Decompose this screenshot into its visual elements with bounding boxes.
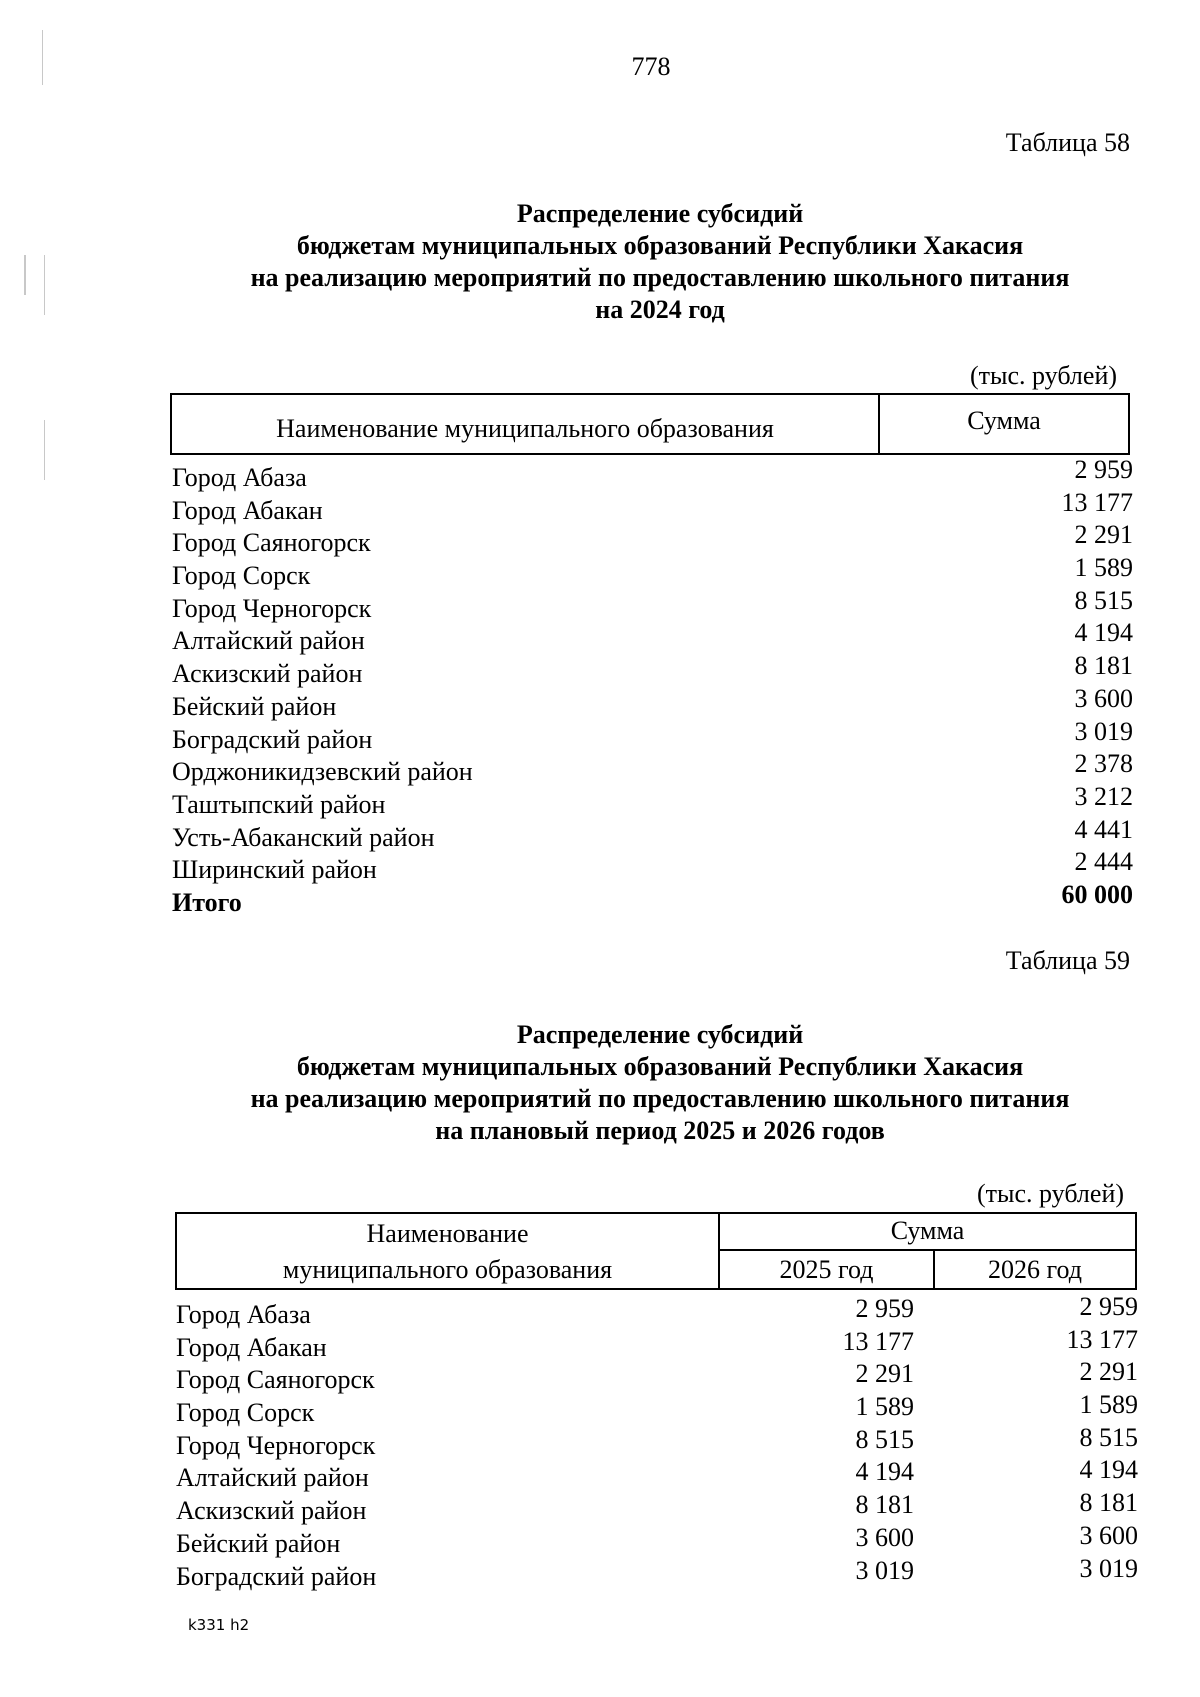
row-value-2026: 8 181 (1079, 1488, 1138, 1518)
table-row (176, 1292, 1138, 1331)
scan-margin-mark (44, 420, 45, 480)
row-name: Город Абаза (176, 1300, 311, 1329)
table-row (172, 651, 1133, 690)
title-line: бюджетам муниципальных образований Республики Хакасия (296, 1052, 1024, 1081)
table-row (176, 1455, 1138, 1494)
row-value: 3 212 (1074, 781, 1133, 811)
table-58-body (172, 455, 1133, 919)
row-name: Город Сорск (172, 561, 311, 591)
row-name: Город Абакан (172, 495, 323, 525)
row-name: Боградский район (172, 724, 373, 754)
header-sum-cell: Сумма (720, 1214, 1135, 1251)
table-row (172, 749, 1133, 788)
table-row (172, 814, 1133, 854)
row-value-2026: 2 959 (1079, 1292, 1138, 1321)
table-58-header (170, 393, 1130, 455)
table-row (176, 1390, 1138, 1429)
row-value: 2 291 (1074, 520, 1133, 550)
row-name: Усть-Абаканский район (172, 822, 435, 852)
row-value: 4 194 (1074, 618, 1133, 648)
table-row (176, 1324, 1138, 1364)
row-value-2025: 8 181 (855, 1490, 914, 1520)
table-row (172, 487, 1133, 527)
row-value-2025: 2 291 (855, 1359, 914, 1389)
row-value: 3 019 (1074, 716, 1133, 746)
row-value-2026: 3 600 (1079, 1520, 1138, 1550)
row-name: Город Сорск (176, 1398, 315, 1428)
row-value: 2 444 (1074, 847, 1133, 877)
header-name-cell (177, 1214, 720, 1288)
row-name: Бейский район (172, 691, 337, 721)
table-row (172, 520, 1133, 559)
row-name: Таштыпский район (172, 789, 386, 819)
row-value-2025: 2 959 (855, 1294, 914, 1323)
title-line: на 2024 год (595, 295, 725, 324)
total-value: 60 000 (1061, 879, 1133, 909)
row-value: 8 181 (1074, 651, 1133, 681)
table-59-body (176, 1292, 1138, 1592)
row-value-2025: 13 177 (842, 1326, 914, 1356)
row-value: 13 177 (1061, 487, 1133, 517)
row-name: Город Абаза (172, 463, 307, 492)
header-sum-cell: Сумма (967, 406, 1041, 435)
row-name: Бейский район (176, 1528, 341, 1558)
table-59-header (175, 1212, 1137, 1290)
table-row (172, 585, 1133, 625)
header-name-cell: Наименование муниципального образования (172, 395, 880, 453)
table-row (172, 683, 1133, 723)
title-line: на реализацию мероприятий по предоставлению школьного питания (250, 1084, 1070, 1113)
row-name: Орджоникидзевский район (172, 757, 473, 787)
table-row (172, 618, 1133, 657)
row-value-2026: 8 515 (1079, 1422, 1138, 1452)
header-year-2025: 2025 год (720, 1251, 935, 1288)
row-name: Город Саяногорск (172, 528, 371, 558)
table-row (176, 1488, 1138, 1527)
table-59-units: (тыс. рублей) (977, 1179, 1125, 1208)
row-name: Алтайский район (172, 626, 365, 656)
row-name: Ширинский район (172, 855, 377, 885)
title-line: на реализацию мероприятий по предоставлению школьного питания (250, 263, 1070, 292)
table-row (176, 1422, 1138, 1462)
header-year-2026: 2026 год (988, 1255, 1082, 1284)
row-value-2025: 3 019 (855, 1555, 914, 1585)
footer-code: k331 h2 (188, 1616, 250, 1634)
table-59-title (130, 1019, 1190, 1147)
row-value-2025: 8 515 (855, 1424, 914, 1454)
total-label: Итого (172, 887, 242, 917)
row-name: Аскизский район (176, 1496, 367, 1526)
table-row (172, 847, 1133, 886)
table-row (176, 1357, 1138, 1396)
row-name: Алтайский район (176, 1463, 369, 1493)
row-name: Аскизский район (172, 659, 363, 689)
table-58-title (130, 198, 1190, 326)
row-name: Боградский район (176, 1561, 377, 1591)
table-58-label: Таблица 58 (1005, 128, 1130, 157)
title-line: бюджетам муниципальных образований Республики Хакасия (296, 231, 1024, 260)
total-row (172, 879, 1133, 919)
page-number: 778 (631, 52, 671, 81)
table-row (172, 553, 1133, 592)
row-value-2026: 1 589 (1079, 1390, 1138, 1420)
row-name: Город Саяногорск (176, 1365, 375, 1395)
header-name-line: муниципального образования (282, 1255, 613, 1284)
row-value: 8 515 (1074, 585, 1133, 615)
table-row (172, 716, 1133, 756)
row-value-2026: 3 019 (1079, 1553, 1138, 1583)
table-59-label: Таблица 59 (1005, 946, 1130, 975)
row-name: Город Черногорск (176, 1430, 376, 1460)
table-58-units: (тыс. рублей) (970, 361, 1118, 390)
row-value-2025: 1 589 (855, 1392, 914, 1422)
row-value-2026: 4 194 (1079, 1455, 1138, 1485)
row-value: 4 441 (1074, 814, 1133, 844)
row-name: Город Абакан (176, 1332, 327, 1362)
title-line: на плановый период 2025 и 2026 годов (435, 1116, 885, 1145)
row-value: 2 959 (1074, 455, 1133, 484)
row-value: 3 600 (1074, 683, 1133, 713)
row-value-2026: 2 291 (1079, 1357, 1138, 1387)
scan-margin-mark (44, 255, 45, 315)
table-row (172, 781, 1133, 821)
table-row (176, 1553, 1138, 1593)
title-line: Распределение субсидий (516, 1020, 804, 1049)
scan-margin-mark (24, 255, 26, 295)
row-value: 1 589 (1074, 553, 1133, 583)
row-value-2025: 3 600 (855, 1522, 914, 1552)
header-name-line: Наименование (366, 1219, 529, 1248)
table-row (172, 455, 1133, 494)
row-value-2025: 4 194 (855, 1457, 914, 1487)
table-row (176, 1520, 1138, 1560)
title-line: Распределение субсидий (516, 199, 804, 228)
row-name: Город Черногорск (172, 593, 372, 623)
row-value: 2 378 (1074, 749, 1133, 779)
row-value-2026: 13 177 (1066, 1324, 1138, 1354)
